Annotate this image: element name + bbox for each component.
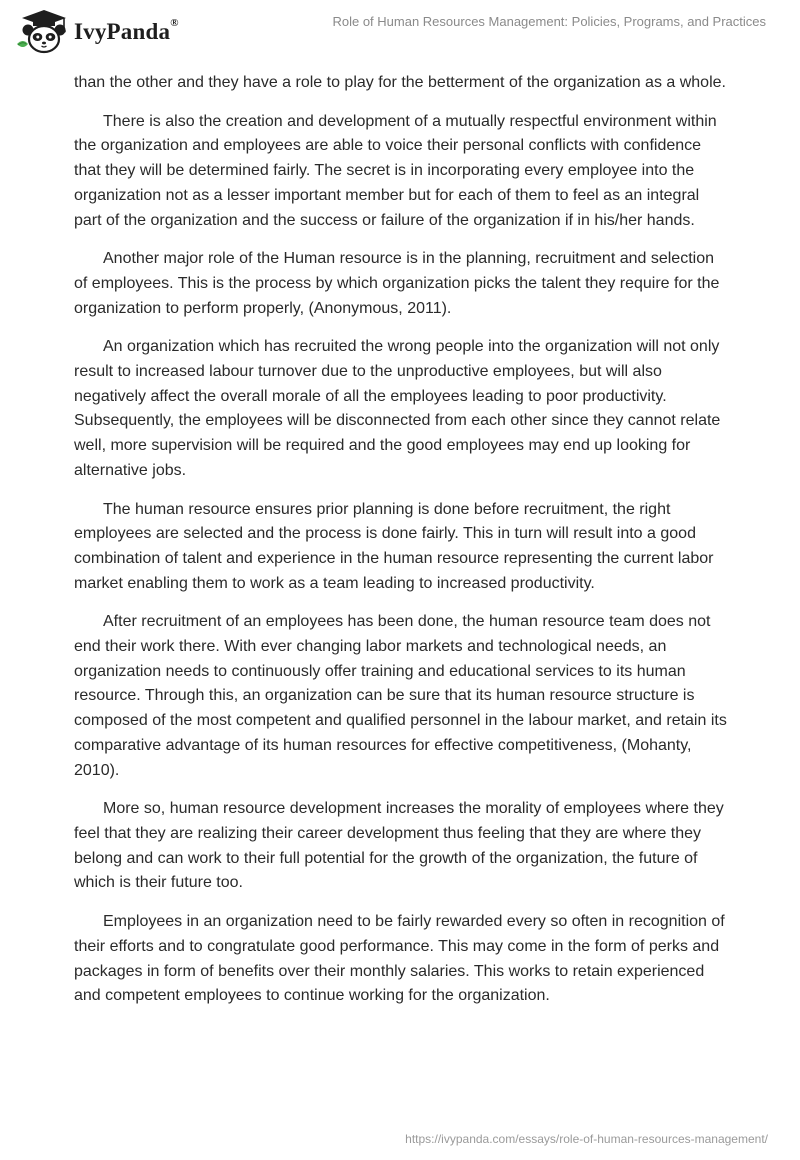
source-url-link[interactable]: https://ivypanda.com/essays/role-of-human-resources-management/ [405, 1132, 768, 1146]
panda-graduation-cap-icon [14, 8, 70, 54]
page-header [0, 0, 800, 60]
paragraph: After recruitment of an employees has been done, the human resource team does not end their work there. With ever changing labor markets and technological needs, an organization needs to continuously offer training and educational services to its human resource. Through this, an organization can be sure that its human resource structure is composed of the most competent and qualified personnel in the labour market, and retain its comparative advantage of its human resources for effective competitiveness, (Mohanty, 2010). [74, 613, 727, 779]
paragraph: Another major role of the Human resource is in the planning, recruitment and selection of employees. This is the process by which organization picks the talent they require for the organization to perform properly, (Anonymous, 2011). [74, 250, 720, 317]
logo[interactable] [14, 8, 179, 54]
paragraph: An organization which has recruited the wrong people into the organization will not only result to increased labour turnover due to the unproductive employees, but will also negatively affect the overall morale of all the employees leading to poor productivity. Subsequently, the employees will be disconnected from each other since they cannot relate well, more supervision will be required and the good employees may end up looking for alternative jobs. [74, 338, 721, 479]
registered-mark: ® [170, 17, 179, 29]
paragraph: More so, human resource development increases the morality of employees where they feel that they are realizing their career development thus feeling that they are where they belong and can work to their full potential for the growth of the organization, the future of which is their future too. [74, 800, 724, 892]
logo-wordmark: IvyPanda [74, 19, 171, 44]
paragraph: The human resource ensures prior planning is done before recruitment, the right employees are selected and the process is done fairly. This in turn will result into a good combination of talent and experience in the human resource representing the current labor market enabling them to work as a team leading to increased productivity. [74, 500, 714, 592]
paragraph: than the other and they have a role to play for the betterment of the organization as a whole. [74, 74, 726, 91]
essay-body [74, 71, 728, 1023]
paragraph: There is also the creation and development of a mutually respectful environment within the organization and employees are able to voice their personal conflicts with confidence that they will be determined fairly. The secret is in incorporating every employee into the organization not as a lesser important member but for each of them to feel as an integral part of the organization and the success or failure of the organization if in his/her hands. [74, 112, 717, 229]
document-title: Role of Human Resources Management: Policies, Programs, and Practices [332, 14, 766, 29]
paragraph: Employees in an organization need to be fairly rewarded every so often in recognition of their efforts and to congratulate good performance. This may come in the form of perks and packages in form of benefits over their monthly salaries. This works to retain experienced and competent employees to continue working for the organization. [74, 913, 725, 1005]
logo-text [74, 19, 179, 45]
